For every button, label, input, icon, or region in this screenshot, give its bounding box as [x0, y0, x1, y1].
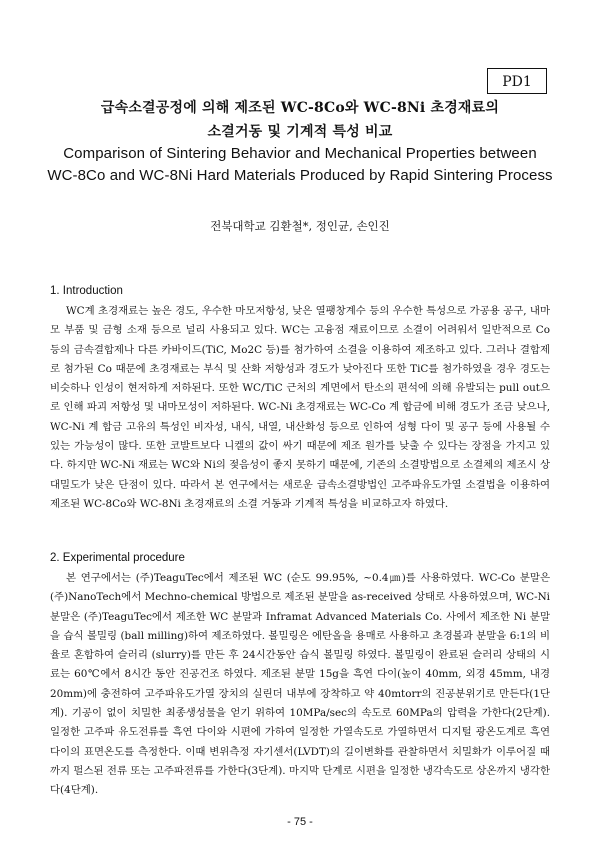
experimental-paragraph: 본 연구에서는 (주)TeaguTec에서 제조된 WC (순도 99.95%, ~0.4㎛)를 사용하였다. WC-Co 분말은 (주)NanoTech에서 Mechno-chemical 방법으로 제조된 분말을 as-received 상태로 사용하였으며, WC-Ni 분말은 (주)TeaguTec에서 제조한 WC 분말과 Inframat Advanced Materials Co. 사에서 제조한 Ni 분말을 습식 볼밀링 (ball milling)하여 제조하였다. 볼밀링은 에탄올을 용매로 사용하고 초경볼과 분말을 6:1의 비율로 혼합하여 슬러리 (slurry)를 만든 후 24시간동안 습식 볼밀링 하였다. 볼밀링이 완료된 슬러리 상태의 시료는 60℃에서 8시간 동안 진공건조 하였다. 제조된 분말 15g을 흑연 다이(높이 40mm, 외경 45mm, 내경 20mm)에 충전하여 고주파유도가열 장치의 실린더 내부에 장착하고 약 40mtorr의 진공분위기로 만든다(1단계). 기공이 없이 치밀한 최종생성물을 얻기 위하여 10MPa/sec의 속도로 60MPa의 압력을 가한다(2단계). 일정한 고주파 유도전류를 흑연 다이와 시편에 가하여 일정한 가열속도로 가열하면서 디지털 광온도계로 흑연 다이의 표면온도를 측정한다. 이때 변위측정 자기센서(LVDT)의 길이변화를 관찰하면서 치밀화가 이루어질 때까지 펄스된 전류 또는 고주파전류를 가한다(3단계). 마지막 단계로 시편을 일정한 냉각속도로 상온까지 냉각한다(4단계).	[50, 572, 550, 797]
section-heading-experimental: 2. Experimental procedure	[50, 552, 185, 564]
paper-id-badge: PD1	[487, 68, 547, 94]
section-body-introduction	[50, 302, 550, 514]
section-body-experimental	[50, 569, 550, 801]
title-english-line2: WC-8Co and WC-8Ni Hard Materials Produced by Rapid Sintering Process	[47, 167, 553, 184]
page-number: - 75 -	[287, 816, 313, 828]
section-heading-introduction: 1. Introduction	[50, 285, 123, 297]
title-english-line1: Comparison of Sintering Behavior and Mechanical Properties between	[63, 145, 537, 162]
title-korean-line1: 급속소결공정에 의해 제조된 WC-8Co와 WC-8Ni 초경재료의	[100, 100, 500, 116]
author-affiliation: 전북대학교 김환철*, 정인균, 손인진	[210, 219, 390, 233]
introduction-paragraph: WC계 초경재료는 높은 경도, 우수한 마모저항성, 낮은 열팽창계수 등의 우수한 특성으로 가공용 공구, 내마모 부품 및 금형 소재 등으로 널리 사용되고 있다. WC는 고융점 재료이므로 소결이 어려워서 일반적으로 Co 등의 금속결합제나 다른 카바이드(TiC, Mo2C 등)를 첨가하여 소결을 이용하여 제조하고 있다. 그러나 결합제로 첨가된 Co 때문에 초경재료는 부식 및 산화 저항성과 경도가 낮아진다 또한 TiC를 첨가하였을 경우 경도는 비슷하나 인성이 현저하게 저하된다. 또한 WC/TiC 근처의 계면에서 탄소의 편석에 의해 유발되는 pull out으로 인해 파괴 저항성 및 내마모성이 저하된다. WC-Ni 초경재료는 WC-Co 계 합금에 비해 경도가 조금 낮으나, WC-Ni 계 합금 고유의 특성인 비자성, 내식, 내열, 내산화성 등으로 인하여 성형 다이 및 공구 등에 사용될 수 있는 가능성이 많다. 또한 코발트보다 니켈의 값이 싸기 때문에 제조 원가를 낮출 수 있다는 장점을 가지고 있다. 하지만 WC-Ni 재료는 WC와 Ni의 젖음성이 좋지 못하기 때문에, 기존의 소결방법으로 소결체의 제조시 상대밀도가 낮은 단점이 있다. 따라서 본 연구에서는 새로운 급속소결방법인 고주파유도가열 소결법을 이용하여 제조된 WC-8Co와 WC-8Ni 초경재료의 소결 거동과 기계적 특성을 비교하고자 하였다.	[50, 305, 550, 510]
title-korean-line2: 소결거동 및 기계적 특성 비교	[207, 124, 393, 140]
